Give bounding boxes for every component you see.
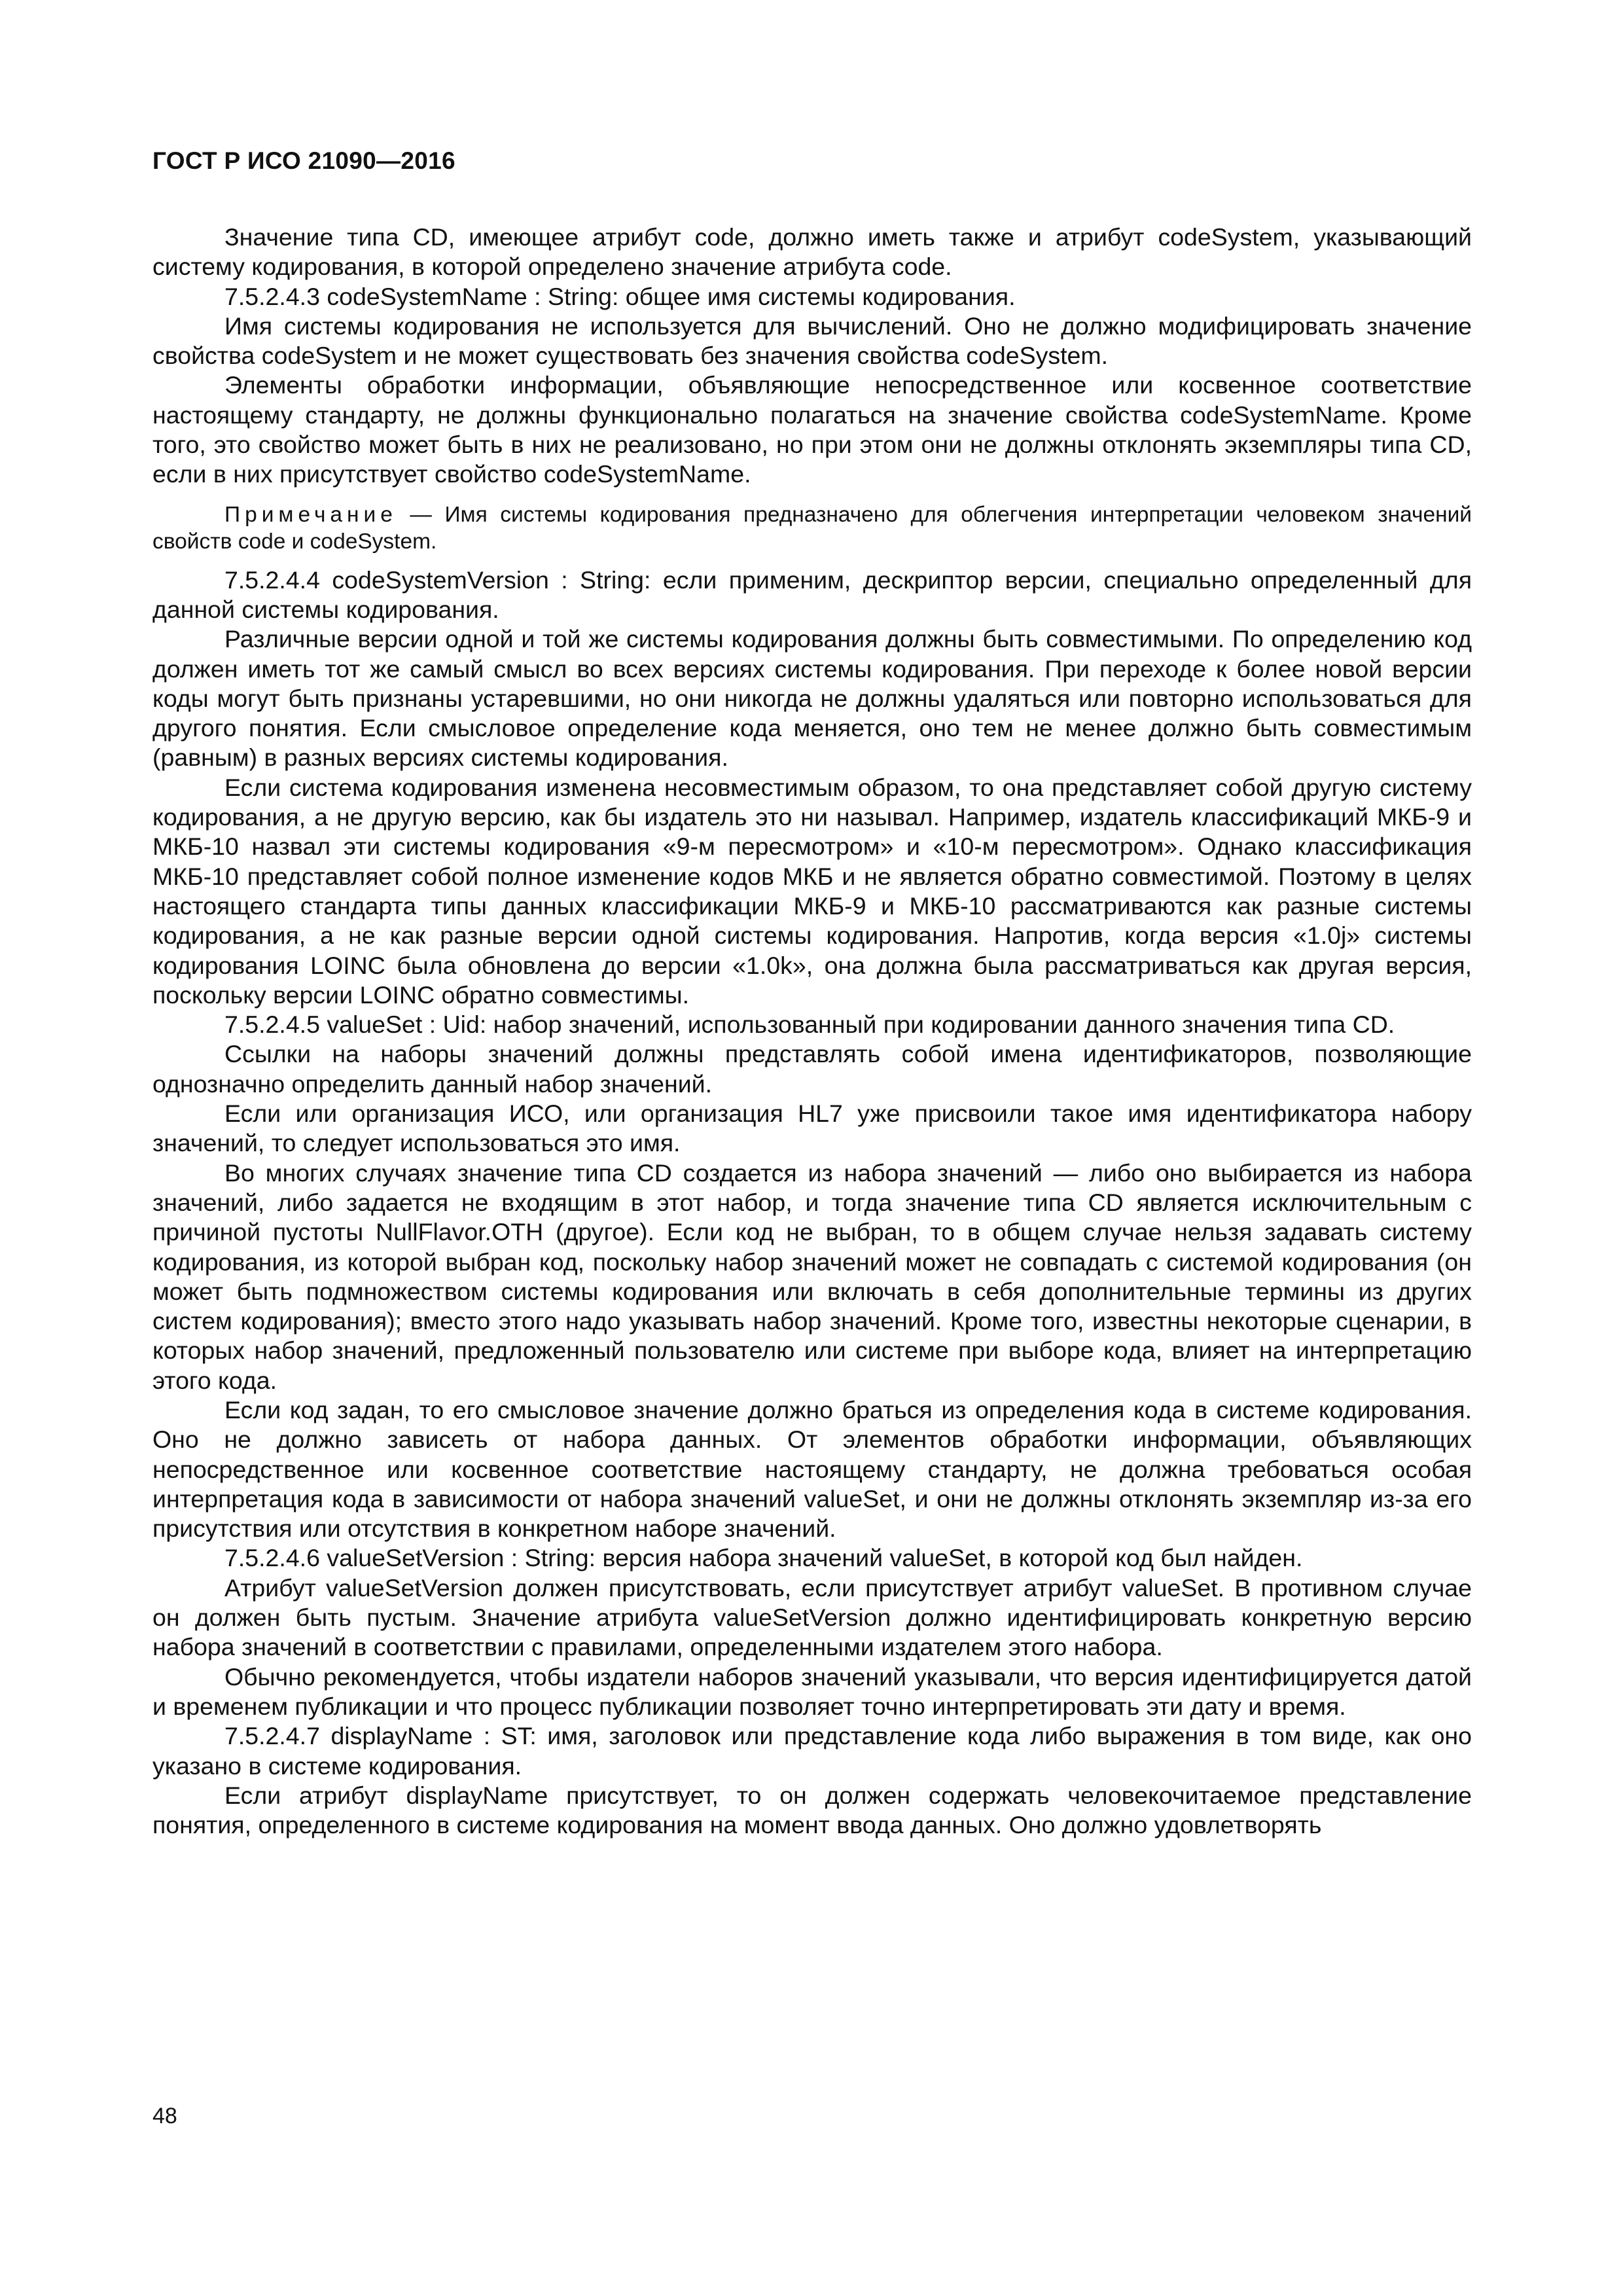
note — [152, 501, 1472, 555]
paragraph: Различные версии одной и той же системы кодирования должны быть совместимыми. По определению код должен иметь тот же самый смысл во всех версиях системы кодирования. При переходе к более новой версии коды могут быть признаны устаревшими, но они никогда не должны удаляться или повторно использоваться для другого понятия. Если смысловое определение кода меняется, оно тем не менее должно быть совместимым (равным) в разных версиях системы кодирования. — [152, 625, 1472, 772]
section-heading-7-5-2-4-5: 7.5.2.4.5 valueSet : Uid: набор значений, использованный при кодировании данного значения типа CD. — [224, 1011, 1395, 1039]
paragraph: Атрибут valueSetVersion должен присутствовать, если присутствует атрибут valueSet. В противном случае он должен быть пустым. Значение атрибута valueSetVersion должно идентифицировать конкретную версию набора значений в соответствии с правилами, определенными издателем этого набора. — [152, 1573, 1472, 1661]
page-number: 48 — [152, 2104, 177, 2128]
note-text: — Имя системы кодирования предназначено для облегчения интерпретации человеком значений свойств code и codeSystem. — [152, 502, 1472, 554]
paragraph: Если система кодирования изменена несовместимым образом, то она представляет собой другую систему кодирования, а не другую версию, как бы издатель это ни называл. Например, издатель классификаций МКБ-9 и МКБ-10 назвал эти системы кодирования «9-м пересмотром» и «10-м пересмотром». Однако классификация МКБ-10 представляет собой полное изменение кодов МКБ и не является обратно совместимой. Поэтому в целях настоящего стандарта типы данных классификации МКБ-9 и МКБ-10 рассматриваются как разные системы кодирования, а не как разные версии одной системы кодирования. Напротив, когда версия «1.0j» системы кодирования LOINC была обновлена до версии «1.0k», она должна была рассматриваться как другая версия, поскольку версии LOINC обратно совместимы. — [152, 773, 1472, 1009]
note-label: Примечание — [224, 502, 397, 527]
paragraph: Элементы обработки информации, объявляющие непосредственное или косвенное соответствие настоящему стандарту, не должны функционально полагаться на значение свойства codeSystemName. Кроме того, это свойство может быть в них не реализовано, но при этом они не должны отклонять экземпляры типа CD, если в них присутствует свойство codeSystemName. — [152, 371, 1472, 488]
section-heading-7-5-2-4-4: 7.5.2.4.4 codeSystemVersion : String: если применим, дескриптор версии, специально определенный для данной системы кодирования. — [152, 565, 1472, 623]
paragraph: Имя системы кодирования не используется для вычислений. Оно не должно модифицировать значение свойства codeSystem и не может существовать без значения свойства codeSystem. — [152, 312, 1472, 370]
paragraph: Обычно рекомендуется, чтобы издатели наборов значений указывали, что версия идентифицируется датой и временем публикации и что процесс публикации позволяет точно интерпретировать эти дату и время. — [152, 1662, 1472, 1720]
document-body — [152, 223, 1472, 1840]
document-header: ГОСТ Р ИСО 21090—2016 — [152, 147, 455, 174]
paragraph: Значение типа CD, имеющее атрибут code, должно иметь также и атрибут codeSystem, указывающий систему кодирования, в которой определено значение атрибута code. — [152, 223, 1472, 281]
paragraph: Во многих случаях значение типа CD создается из набора значений — либо оно выбирается из набора значений, либо задается не входящим в этот набор, и тогда значение типа CD является исключительным с причиной пустоты NullFlavor.OTH (другое). Если код не выбран, то в общем случае нельзя задавать систему кодирования, из которой выбран код, поскольку набор значений может не совпадать с системой кодирования (он может быть подмножеством системы кодирования или включать в себя дополнительные термины из других систем кодирования); вместо этого надо указывать набор значений. Кроме того, известны некоторые сценарии, в которых набор значений, предложенный пользователю или системе при выборе кода, влияет на интерпретацию этого кода. — [152, 1158, 1472, 1394]
paragraph: Если атрибут displayName присутствует, то он должен содержать человекочитаемое представление понятия, определенного в системе кодирования на момент ввода данных. Оно должно удовлетворять — [152, 1781, 1472, 1839]
section-heading-7-5-2-4-3: 7.5.2.4.3 codeSystemName : String: общее имя системы кодирования. — [224, 282, 1016, 310]
section-heading-7-5-2-4-7: 7.5.2.4.7 displayName : ST: имя, заголовок или представление кода либо выражения в том виде, как оно указано в системе кодирования. — [152, 1722, 1472, 1780]
section-heading-7-5-2-4-6: 7.5.2.4.6 valueSetVersion : String: версия набора значений valueSet, в которой код был найден. — [224, 1544, 1303, 1572]
paragraph: Если или организация ИСО, или организация HL7 уже присвоили такое имя идентификатора набору значений, то следует использоваться это имя. — [152, 1100, 1472, 1157]
paragraph: Ссылки на наборы значений должны представлять собой имена идентификаторов, позволяющие однозначно определить данный набор значений. — [152, 1040, 1472, 1098]
paragraph: Если код задан, то его смысловое значение должно браться из определения кода в системе кодирования. Оно не должно зависеть от набора данных. От элементов обработки информации, объявляющих непосредственное или косвенное соответствие настоящему стандарту, не должна требоваться особая интерпретация кода в зависимости от набора значений valueSet, и они не должны отклонять экземпляр из-за его присутствия или отсутствия в конкретном наборе значений. — [152, 1395, 1472, 1543]
